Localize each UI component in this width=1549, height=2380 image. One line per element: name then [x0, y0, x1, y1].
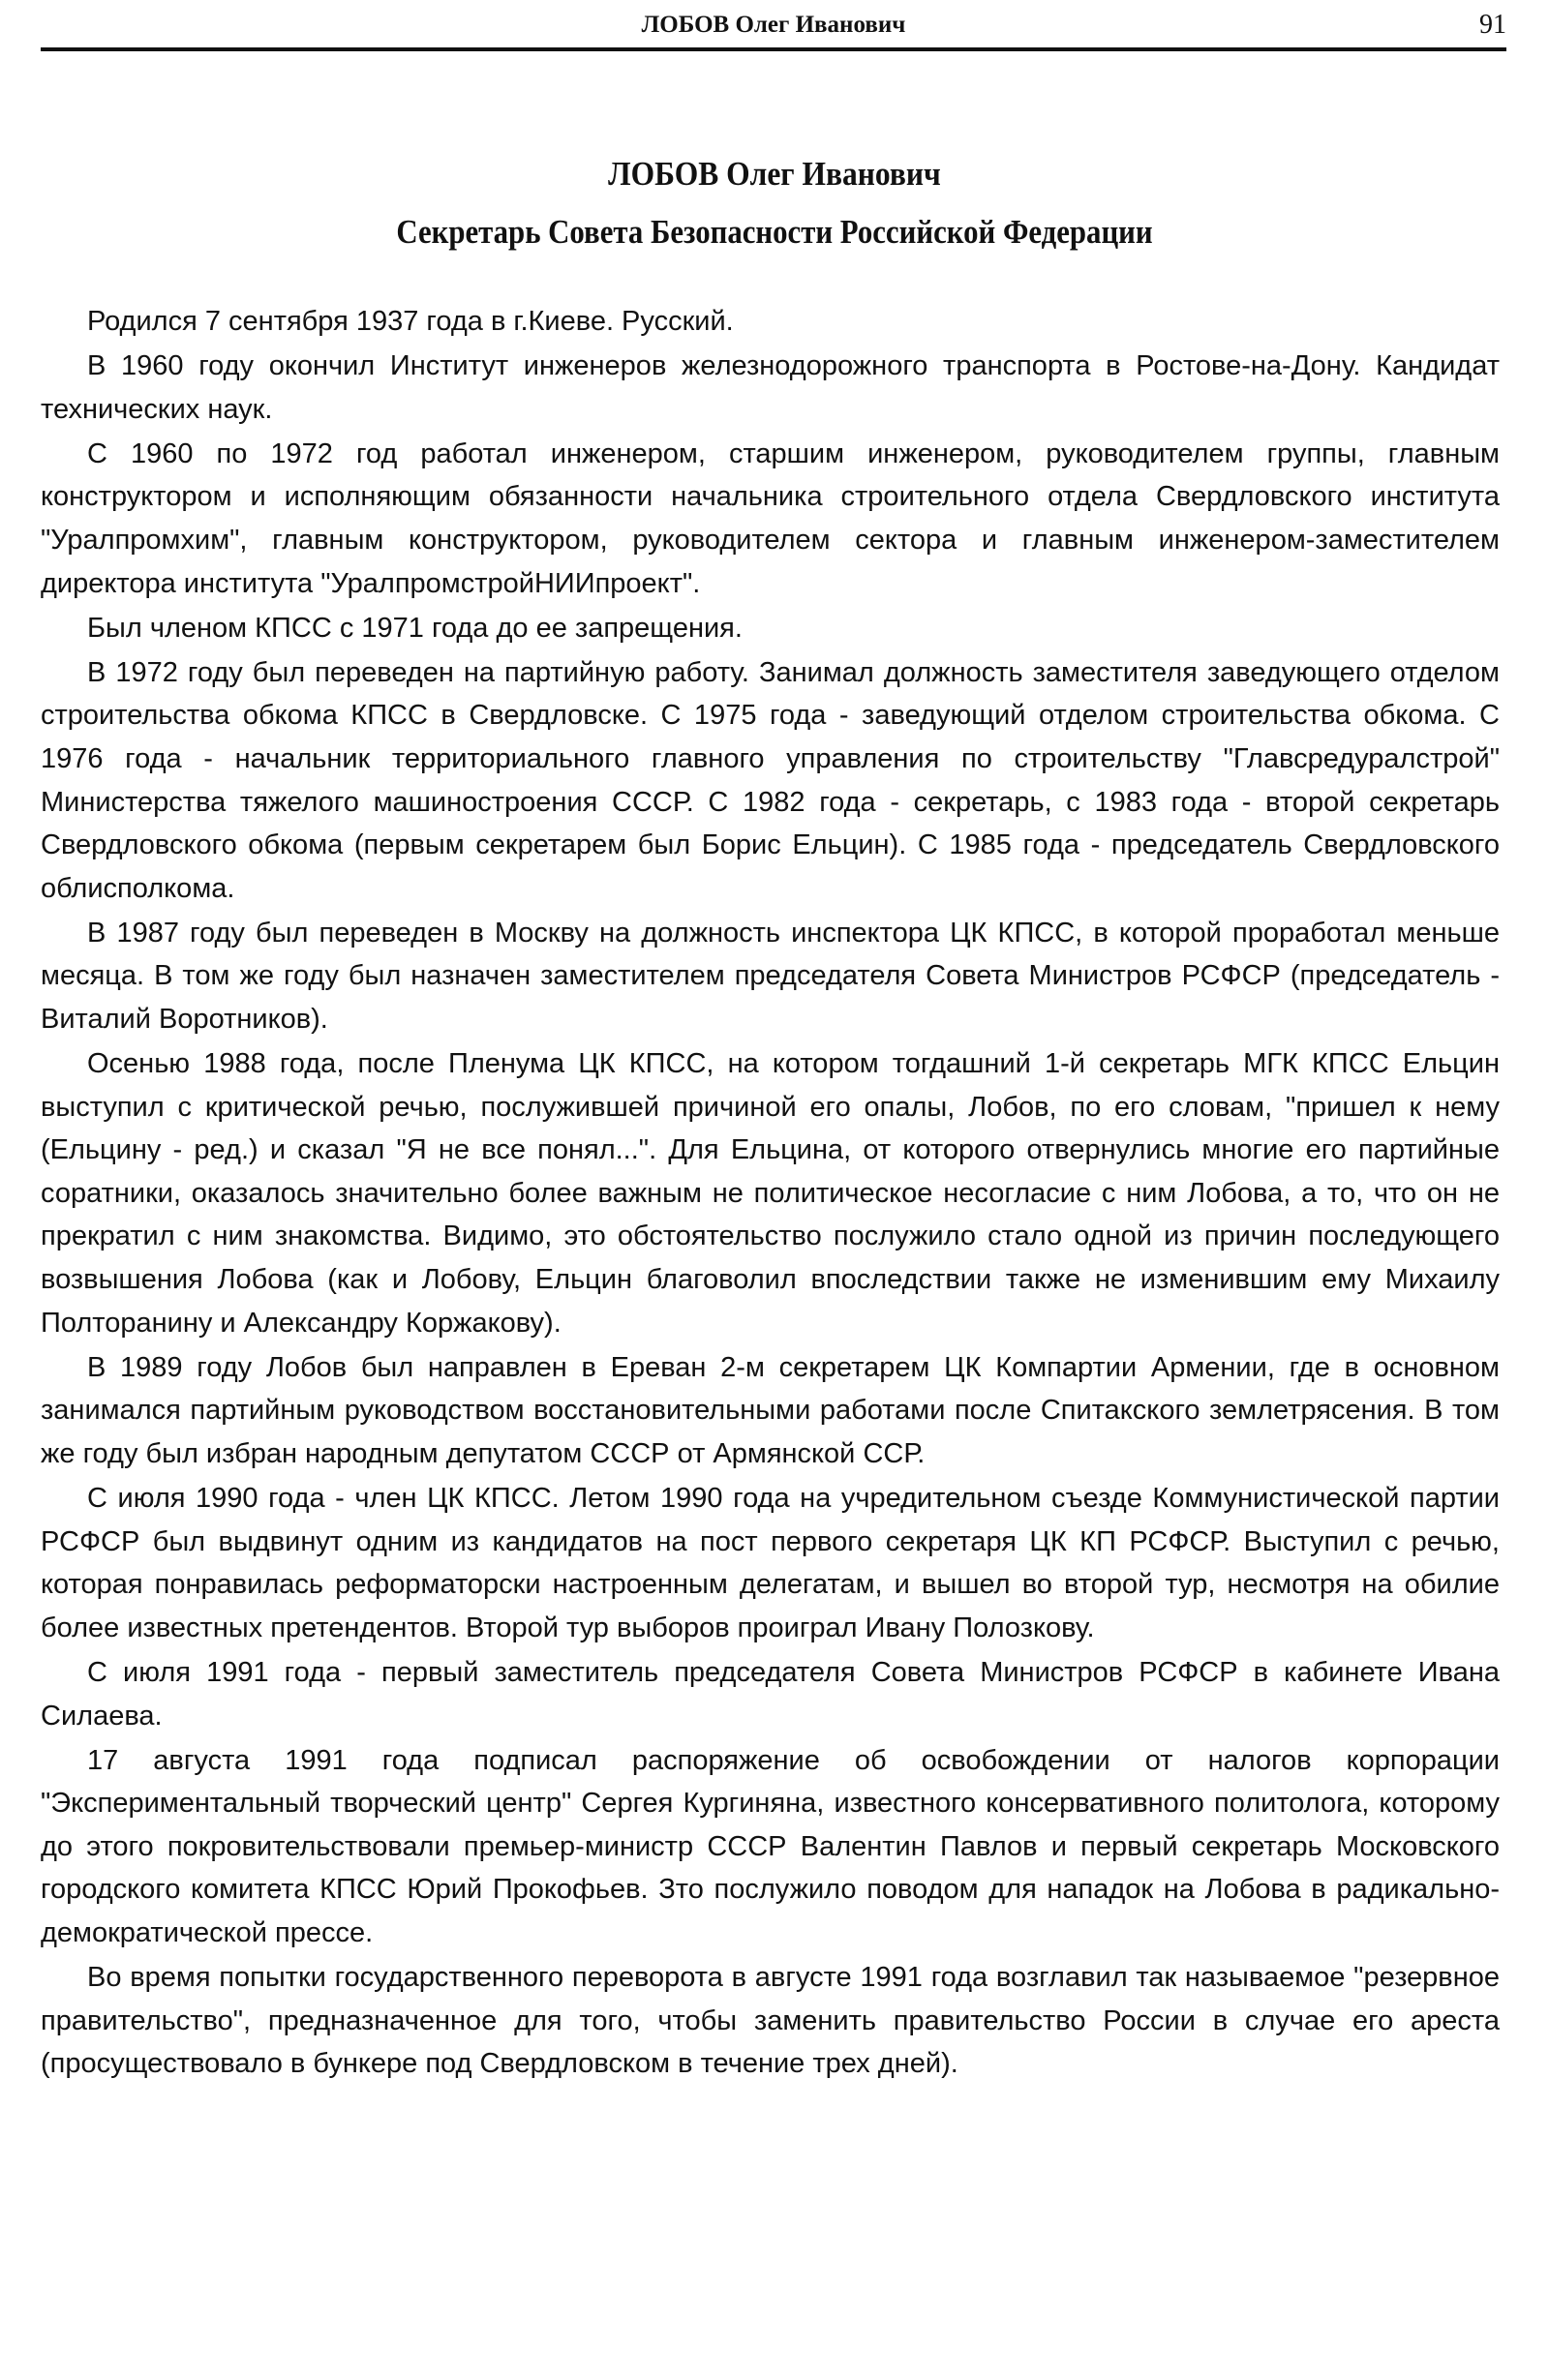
paragraph-party-work: В 1972 году был переведен на партийную работу. Занимал должность заместителя заведующего отделом строительства обкома КПСС в Свердловске. С 1975 года - заведующий отделом строительства обкома. С 1976 года - начальник территориального главного управления по строительству "Главсредуралстрой" Министерства тяжелого машиностроения СССР. С 1982 года - секретарь, с 1983 года - второй секретарь Свердловского обкома (первым секретарем был Борис Ельцин). С 1985 года - председатель Свердловского облисполкома. [41, 656, 1500, 904]
document-subtitle: Секретарь Совета Безопасности Российской Федерации [396, 213, 1153, 251]
paragraph-july-1990: С июля 1990 года - член ЦК КПСС. Летом 1990 года на учредительном съезде Коммунистической партии РСФСР был выдвинут одним из кандидатов на пост первого секретаря ЦК КП РСФСР. Выступил с речью, которая понравилась реформаторски настроенным делегатам, и вышел во второй тур, несмотря на обилие более известных претендентов. Второй тур выборов проиграл Ивану Полозкову. [41, 1483, 1500, 1643]
paragraph-autumn-1988: Осенью 1988 года, после Пленума ЦК КПСС, на котором тогдашний 1-й секретарь МГК КПСС Ельцин выступил с критической речью, послужившей причиной его опалы, Лобов, по его словам, "пришел к нему (Ельцину - ред.) и сказал "Я не все понял...". Для Ельцина, от которого отвернулись многие его партийные соратники, оказалось значительно более важным не политическое несогласие с ним Лобова, а то, что он не прекратил с ним знакомства. Видимо, это обстоятельство послужило стало одной из причин последующего возвышения Лобова (как и Лобову, Ельцин благоволил впоследствии также не изменившим ему Михаилу Полторанину и Александру Коржакову). [41, 1048, 1500, 1339]
paragraph-birth: Родился 7 сентября 1937 года в г.Киеве. Русский. [87, 306, 734, 337]
document-title: ЛОБОВ Олег Иванович [608, 155, 941, 193]
paragraph-moscow-1987: В 1987 году был переведен в Москву на должность инспектора ЦК КПСС, в которой проработал меньше месяца. В том же году был назначен заместителем председателя Совета Министров РСФСР (председатель - Виталий Воротников). [41, 917, 1500, 1035]
paragraph-coup-1991: Во время попытки государственного переворота в августе 1991 года возглавил так называемое "резервное правительство", предназначенное для того, чтобы заменить правительство России в случае его ареста (просуществовало в бункере под Свердловском в течение трех дней). [41, 1962, 1500, 2080]
running-title: ЛОБОВ Олег Иванович [641, 12, 906, 38]
paragraph-party-membership: Был членом КПСС с 1971 года до ее запрещения. [87, 612, 743, 644]
page-number: 91 [1479, 10, 1506, 40]
paragraph-armenia-1989: В 1989 году Лобов был направлен в Ереван 2-м секретарем ЦК Компартии Армении, где в основном занимался партийным руководством восстановительными работами после Спитакского землетрясения. В том же году был избран народным депутатом СССР от Армянской ССР. [41, 1351, 1500, 1469]
paragraph-education: В 1960 году окончил Институт инженеров железнодорожного транспорта в Ростове-на-Дону. Кандидат технических наук. [41, 350, 1500, 425]
paragraph-engineering-career: С 1960 по 1972 год работал инженером, старшим инженером, руководителем группы, главным конструктором и исполняющим обязанности начальника строительного отдела Свердловского института "Уралпромхим", главным конструктором, руководителем сектора и главным инженером-заместителем директора института "УралпромстройНИИпроект". [41, 437, 1500, 599]
body-text [41, 300, 1500, 2087]
paragraph-july-1991: С июля 1991 года - первый заместитель председателя Совета Министров РСФСР в кабинете Ивана Силаева. [41, 1656, 1500, 1732]
header-rule [41, 47, 1506, 51]
paragraph-august-17-1991: 17 августа 1991 года подписал распоряжение об освобождении от налогов корпорации "Экспериментальный творческий центр" Сергея Кургиняна, известного консервативного политолога, которому до этого покровительствовали премьер-министр СССР Валентин Павлов и первый секретарь Московского городского комитета КПСС Юрий Прокофьев. Зто послужило поводом для нападок на Лобова в радикально-демократической прессе. [41, 1744, 1500, 1948]
running-header [41, 8, 1506, 46]
